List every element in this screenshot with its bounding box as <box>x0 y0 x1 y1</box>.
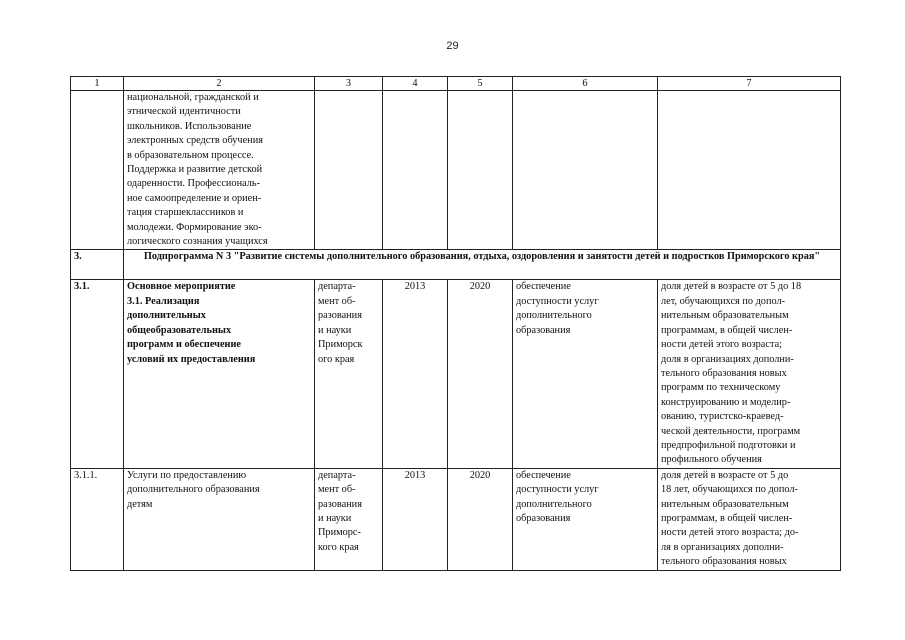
header-col-5: 5 <box>448 77 513 91</box>
subprogram-number: 3. <box>71 250 124 280</box>
row-result: обеспечение доступности услуг дополнительного образования <box>513 468 658 570</box>
row-end-year: 2020 <box>448 468 513 570</box>
cell-empty <box>448 91 513 250</box>
header-col-1: 1 <box>71 77 124 91</box>
continuation-text: национальной, гражданской и этнической идентичности школьников. Использование электронных средств обучения в образовательном процессе. Поддержка и развитие детской одаренности. Профессиональ- ное самоопределение и ориен- тация старшеклассников и молодежи. Формирование эко- логического сознания учащихся <box>124 91 315 250</box>
row-executor: департа- мент об- разования и науки Приморс- кого края <box>315 468 383 570</box>
row-name: Услуги по предоставлению дополнительного образования детям <box>124 468 315 570</box>
table-row <box>71 468 841 570</box>
header-col-4: 4 <box>383 77 448 91</box>
cell-empty <box>383 91 448 250</box>
row-start-year: 2013 <box>383 468 448 570</box>
row-name: Основное мероприятие 3.1. Реализация дополнительных общеобразовательных программ и обеспечение условий их предоставления <box>124 280 315 468</box>
subprogram-title: Подпрограмма N 3 "Развитие системы дополнительного образования, отдыха, оздоровления и занятости детей и подростков Приморского края" <box>124 250 841 280</box>
header-col-6: 6 <box>513 77 658 91</box>
row-executor: департа- мент об- разования и науки Приморск ого края <box>315 280 383 468</box>
row-number: 3.1.1. <box>71 468 124 570</box>
table-row <box>71 280 841 468</box>
cell-empty <box>315 91 383 250</box>
row-indicators: доля детей в возрасте от 5 до 18 лет, обучающихся по допол- нительным образовательным программам, в общей числен- ности детей этого возраста; доля в организациях дополни- тельного образования новых программ по техническому конструированию и моделир- ованию, туристско-краевед- ческой деятельности, программ предпрофильной подготовки и профильного обучения <box>658 280 841 468</box>
cell-empty <box>658 91 841 250</box>
continuation-row <box>71 91 841 250</box>
row-end-year: 2020 <box>448 280 513 468</box>
header-col-2: 2 <box>124 77 315 91</box>
header-col-3: 3 <box>315 77 383 91</box>
subprogram-row <box>71 250 841 280</box>
row-result: обеспечение доступности услуг дополнительного образования <box>513 280 658 468</box>
header-col-7: 7 <box>658 77 841 91</box>
row-number: 3.1. <box>71 280 124 468</box>
cell-empty <box>71 91 124 250</box>
program-table <box>70 76 841 571</box>
page-number: 29 <box>446 40 459 52</box>
row-start-year: 2013 <box>383 280 448 468</box>
row-indicators: доля детей в возрасте от 5 до 18 лет, обучающихся по допол- нительным образовательным программам, в общей числен- ности детей этого возраста; до- ля в организациях дополни- тельного образования новых <box>658 468 841 570</box>
header-row <box>71 77 841 91</box>
cell-empty <box>513 91 658 250</box>
